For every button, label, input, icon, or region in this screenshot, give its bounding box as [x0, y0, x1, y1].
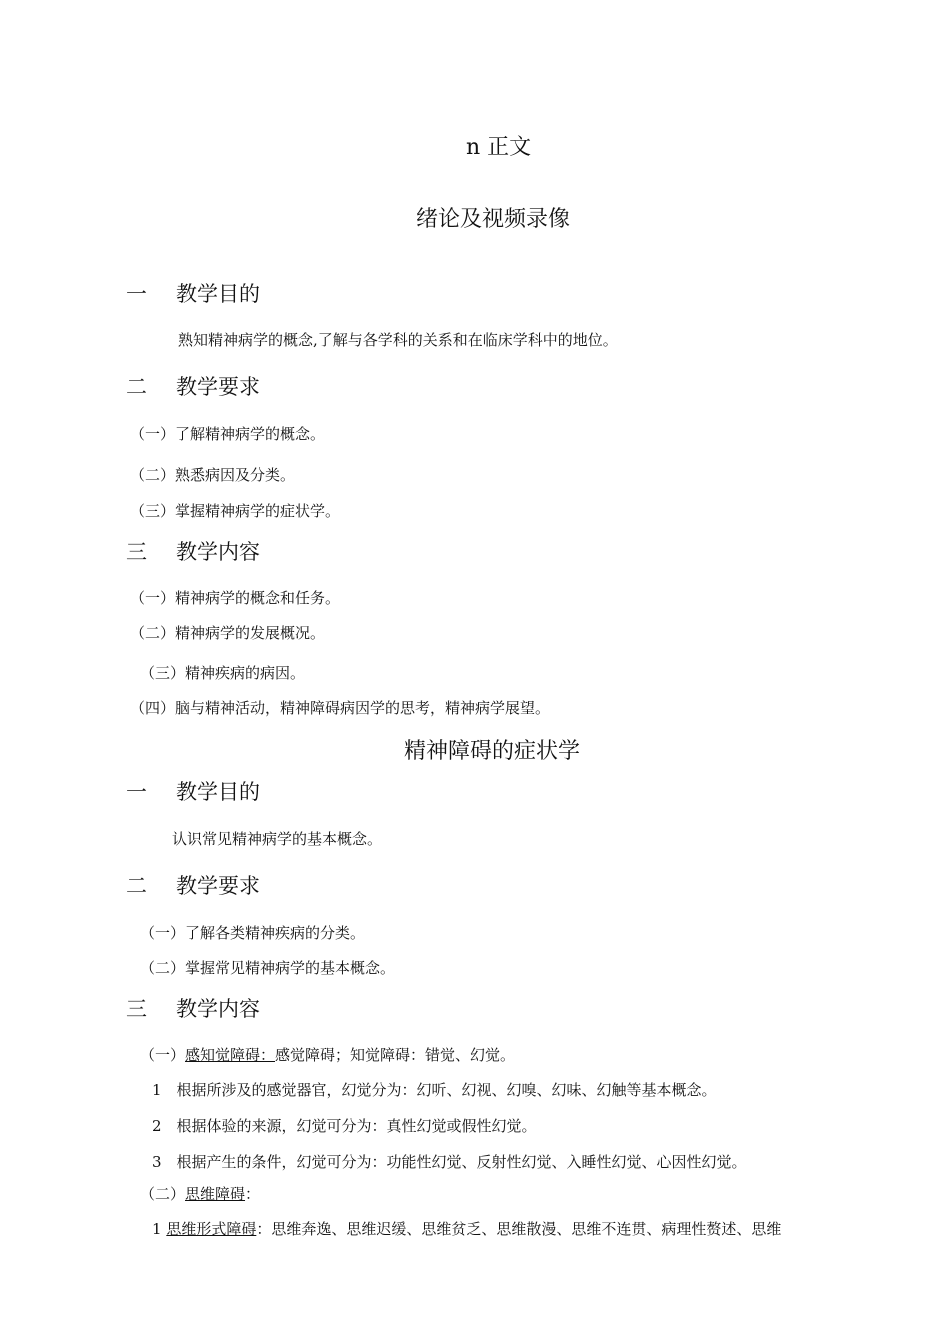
section-title-symptoms: 精神障碍的症状学: [404, 739, 581, 764]
paragraph: 熟知精神病学的概念,了解与各学科的关系和在临床学科中的地位。: [178, 331, 618, 349]
list-item: （三）精神疾病的病因。: [140, 664, 306, 682]
paragraph: 认识常见精神病学的基本概念。: [172, 830, 383, 848]
heading-number: 二: [126, 874, 147, 898]
item-prefix: （一）: [140, 1046, 186, 1064]
section-title-intro: 绪论及视频录像: [416, 207, 571, 232]
list-item: 2 根据体验的来源，幻觉可分为：真性幻觉或假性幻觉。: [152, 1117, 537, 1135]
content-item-thinking: [140, 1183, 260, 1204]
heading-number: 二: [126, 375, 147, 399]
list-item: （二）熟悉病因及分类。: [130, 466, 296, 484]
list-item: （四）脑与精神活动，精神障碍病因学的思考，精神病学展望。: [130, 699, 551, 717]
heading-number: 三: [126, 540, 147, 564]
heading-number: 一: [126, 780, 147, 804]
item-text: 感觉障碍；知觉障碍：错觉、幻觉。: [275, 1046, 516, 1064]
heading-number: 一: [126, 282, 147, 306]
doc-title: n 正文: [466, 135, 532, 160]
heading-teaching-requirements: [126, 870, 260, 900]
heading-teaching-content: [126, 536, 260, 566]
list-item: （二）精神病学的发展概况。: [130, 624, 326, 642]
list-item: （一）了解精神病学的概念。: [130, 425, 326, 443]
list-item: （一）精神病学的概念和任务。: [130, 589, 341, 607]
item-text: ：思维奔逸、思维迟缓、思维贫乏、思维散漫、思维不连贯、病理性赘述、思维: [256, 1220, 782, 1238]
item-prefix: （二）: [140, 1185, 186, 1203]
item-prefix: 1: [152, 1220, 167, 1238]
underlined-term: 思维障碍: [185, 1185, 246, 1203]
list-item: （二）掌握常见精神病学的基本概念。: [140, 959, 396, 977]
item-text: ：: [245, 1185, 261, 1203]
heading-teaching-goal: [126, 278, 260, 308]
heading-text: 教学目的: [176, 282, 260, 306]
heading-text: 教学内容: [176, 540, 260, 564]
list-item: 1 根据所涉及的感觉器官，幻觉分为：幻听、幻视、幻嗅、幻味、幻触等基本概念。: [152, 1081, 717, 1099]
list-item: （一）了解各类精神疾病的分类。: [140, 924, 366, 942]
heading-teaching-content: [126, 993, 260, 1023]
underlined-term: 感知觉障碍：: [185, 1046, 276, 1064]
heading-text: 教学要求: [176, 874, 260, 898]
heading-text: 教学要求: [176, 375, 260, 399]
list-item: 3 根据产生的条件，幻觉可分为：功能性幻觉、反射性幻觉、入睡性幻觉、心因性幻觉。: [152, 1153, 747, 1171]
list-item: （三）掌握精神病学的症状学。: [130, 502, 341, 520]
content-item-perception: [140, 1044, 515, 1065]
heading-number: 三: [126, 997, 147, 1021]
content-subitem-thinking-form: [152, 1218, 781, 1239]
underlined-term: 思维形式障碍: [166, 1220, 257, 1238]
heading-teaching-goal: [126, 776, 260, 806]
heading-teaching-requirements: [126, 371, 260, 401]
heading-text: 教学目的: [176, 780, 260, 804]
heading-text: 教学内容: [176, 997, 260, 1021]
